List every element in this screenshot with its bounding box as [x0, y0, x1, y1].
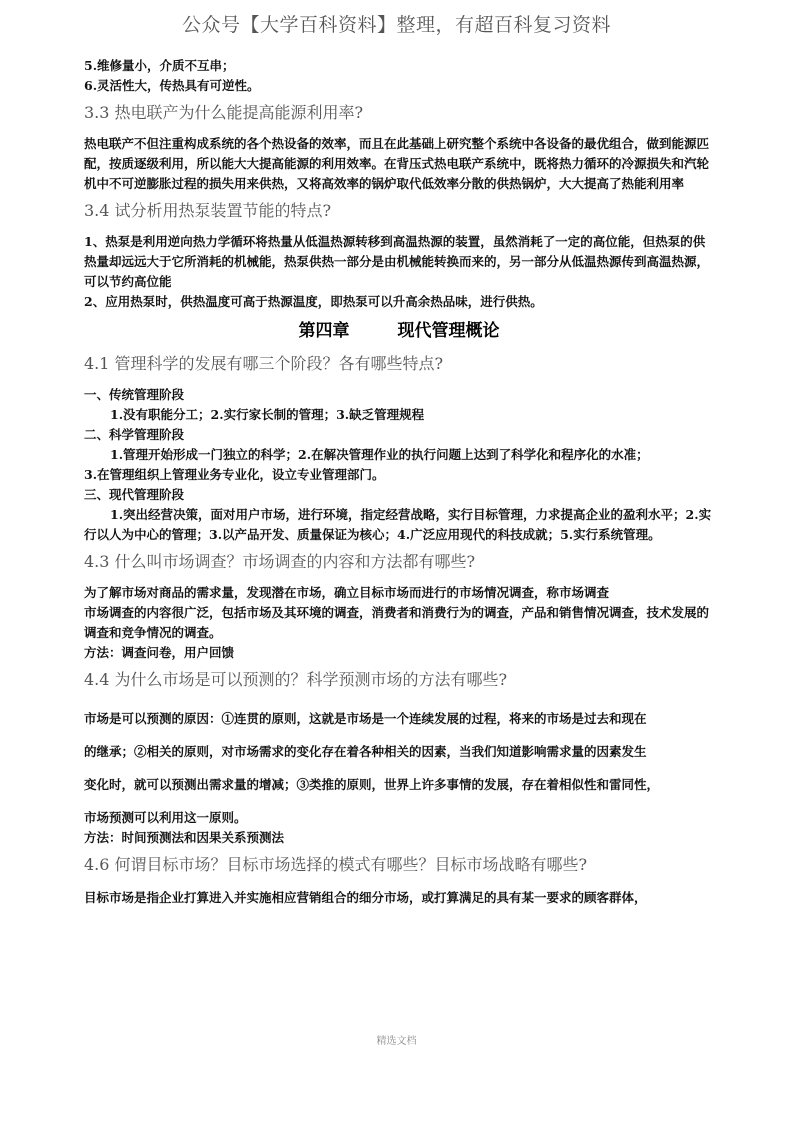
question-title: 3.4 试分析用热泵装置节能的特点? — [84, 201, 332, 220]
question-title: 4.3 什么叫市场调查？市场调查的内容和方法都有哪些? — [84, 552, 476, 571]
answer-paragraph: 1.没有职能分工；2.实行家长制的管理；3.缺乏管理规程 — [110, 407, 425, 422]
answer-paragraph: 方法：调查问卷，用户回馈 — [84, 645, 235, 660]
section-heading: 三、现代管理阶段 — [84, 487, 185, 502]
text-line: 5.维修量小，介质不互串； — [84, 58, 235, 73]
answer-paragraph: 为了解市场对商品的需求量，发现潜在市场，确立目标市场而进行的市场情况调查，称市场调查 — [84, 585, 610, 600]
section-heading: 一、传统管理阶段 — [84, 387, 185, 402]
answer-paragraph: 目标市场是指企业打算进入并实施相应营销组合的细分市场，或打算满足的具有某一要求的顾客群体， — [84, 890, 647, 905]
document-body — [84, 56, 714, 908]
page-header: 公众号【大学百科资料】整理，有超百科复习资料 — [181, 14, 611, 36]
chapter-number: 第四章 — [298, 321, 350, 341]
answer-paragraph: 方法：时间预测法和因果关系预测法 — [84, 830, 285, 845]
answer-line: 市场预测可以利用这一原则。 — [84, 810, 247, 825]
answer-paragraph: 2、应用热泵时，供热温度可高于热源温度，即热泵可以升高余热品味，进行供热。 — [84, 294, 543, 309]
question-title: 3.3 热电联产为什么能提高能源利用率? — [84, 103, 364, 122]
question-title: 4.1 管理科学的发展有哪三个阶段？各有哪些特点? — [84, 354, 444, 373]
answer-line: 变化时，就可以预测出需求量的增减；③类推的原则，世界上许多事情的发展，存在着相似性和雷同性， — [84, 777, 660, 792]
answer-paragraph: 1.突出经营决策，面对用户市场，进行环境，指定经营战略，实行目标管理，力求提高企业的盈利水平；2.实行以人为中心的管理；3.以产品开发、质量保证为核心；4.广泛应用现代的科技成就；5.实行系统管理。 — [84, 507, 712, 542]
answer-paragraph: 1.管理开始形成一门独立的科学；2.在解决管理作业的执行问题上达到了科学化和程序化的水准； — [110, 447, 649, 462]
question-title: 4.4 为什么市场是可以预测的？科学预测市场的方法有哪些? — [84, 670, 508, 689]
answer-paragraph: 热电联产不但注重构成系统的各个热设备的效率，而且在此基础上研究整个系统中各设备的最优组合，做到能源匹配，按质逐级利用，所以能大大提高能源的利用效率。在背压式热电联产系统中，既将热力循环的冷源损失和汽轮机中不可逆膨胀过程的损失用来供热，又将高效率的锅炉取代低效率分散的供热锅炉，大大提高了热能利用率 — [84, 136, 710, 191]
answer-paragraph: 1、热泵是利用逆向热力学循环将热量从低温热源转移到高温热源的装置，虽然消耗了一定的高位能，但热泵的供热量却远远大于它所消耗的机械能，热泵供热一部分是由机械能转换而来的，另一部分从低温热源传到高温热源，可以节约高位能 — [84, 234, 710, 289]
answer-paragraph: 3.在管理组织上管理业务专业化，设立专业管理部门。 — [84, 467, 385, 482]
chapter-heading — [84, 316, 714, 341]
answer-paragraph: 市场调查的内容很广泛，包括市场及其环境的调查，消费者和消费行为的调查，产品和销售情况调查，技术发展的调查和竞争情况的调查。 — [84, 605, 710, 640]
chapter-name: 现代管理概论 — [397, 321, 500, 341]
answer-line: 的继承；②相关的原则，对市场需求的变化存在着各种相关的因素，当我们知道影响需求量的因素发生 — [84, 744, 647, 759]
text-line: 6.灵活性大，传热具有可逆性。 — [84, 78, 260, 93]
answer-line: 市场是可以预测的原因：①连贯的原则，这就是市场是一个连续发展的过程，将来的市场是过去和现在 — [84, 711, 647, 726]
section-heading: 二、科学管理阶段 — [84, 427, 185, 442]
question-title: 4.6 何谓目标市场？目标市场选择的模式有哪些？目标市场战略有哪些? — [84, 855, 588, 874]
page-footer: 精选文档 — [376, 1036, 417, 1047]
